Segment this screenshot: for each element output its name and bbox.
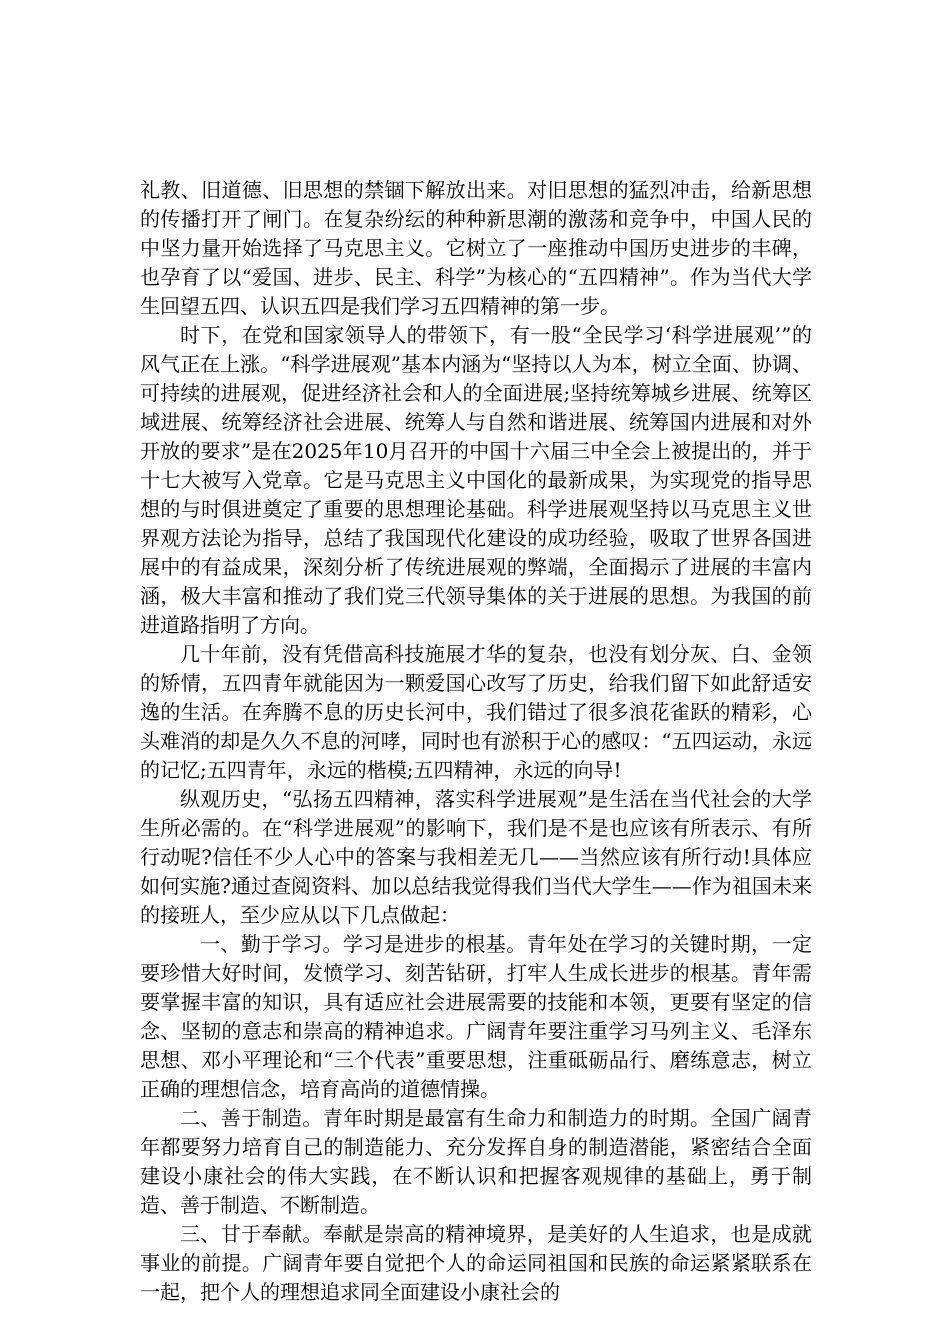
paragraph-point-study: 一、勤于学习。学习是进步的根基。青年处在学习的关键时期，一定要珍惜大好时间，发愤学习、刻苦钻研，打牢人生成长进步的根基。青年需要掌握丰富的知识，具有适应社会进展需要的技能和本领，更要有坚定的信念、坚韧的意志和崇高的精神追求。广阔青年要注重学习马列主义、毛泽东思想、邓小平理论和“三个代表”重要思想，注重砥砺品行、磨练意志，树立正确的理想信念，培育高尚的道德情操。 <box>140 932 812 1101</box>
paragraph-point-create: 二、善于制造。青年时期是最富有生命力和制造力的时期。全国广阔青年都要努力培育自己的制造能力、充分发挥自身的制造潜能，紧密结合全面建设小康社会的伟大实践，在不断认识和把握客观规律的基础上，勇于制造、善于制造、不断制造。 <box>140 1106 812 1217</box>
paragraph-point-dedicate: 三、甘于奉献。奉献是崇高的精神境界，是美好的人生追求，也是成就事业的前提。广阔青年要自觉把个人的命运同祖国和民族的命运紧紧联系在一起，把个人的理想追求同全面建设小康社会的 <box>140 1222 812 1304</box>
paragraph-review-history: 纵观历史，“弘扬五四精神，落实科学进展观”是生活在当代社会的大学生所必需的。在“科学进展观”的影响下，我们是不是也应该有所表示、有所行动呢?信任不少人心中的答案与我相差无几——当然应该有所行动!具体应如何实施?通过查阅资料、加以总结我觉得我们当代大学生——作为祖国未来的接班人，至少应从以下几点做起： <box>140 787 812 927</box>
paragraph-scientific-development: 时下，在党和国家领导人的带领下，有一股“全民学习‘科学进展观’”的风气正在上涨。“科学进展观”基本内涵为“坚持以人为本，树立全面、协调、可持续的进展观，促进经济社会和人的全面进展;坚持统筹城乡进展、统筹区域进展、统筹经济社会进展、统筹人与自然和谐进展、统筹国内进展和对外开放的要求”是在2025年10月召开的中国十六届三中全会上被提出的，并于十七大被写入党章。它是马克思主义中国化的最新成果，为实现党的指导思想的与时俱进奠定了重要的思想理论基础。科学进展观坚持以马克思主义世界观方法论为指导，总结了我国现代化建设的成功经验，吸取了世界各国进展中的有益成果，深刻分析了传统进展观的弊端，全面揭示了进展的丰富内涵，极大丰富和推动了我们党三代领导集体的关于进展的思想。为我国的前进道路指明了方向。 <box>140 323 812 637</box>
document-page <box>140 176 812 1307</box>
paragraph-intro-continued: 礼教、旧道德、旧思想的禁锢下解放出来。对旧思想的猛烈冲击，给新思想的传播打开了闸门。在复杂纷纭的种种新思潮的激荡和竞争中，中国人民的中坚力量开始选择了马克思主义。它树立了一座推动中国历史进步的丰碑，也孕育了以“爱国、进步、民主、科学”为核心的“五四精神”。作为当代大学生回望五四、认识五四是我们学习五四精神的第一步。 <box>140 178 812 318</box>
paragraph-may-fourth-youth: 几十年前，没有凭借高科技施展才华的复杂，也没有划分灰、白、金领的矫情，五四青年就能因为一颗爱国心改写了历史，给我们留下如此舒适安逸的生活。在奔腾不息的历史长河中，我们错过了很多浪花雀跃的精彩，心头难消的却是久久不息的河哮，同时也有淤积于心的感叹：“五四运动，永远的记忆;五四青年，永远的楷模;五四精神，永远的向导! <box>140 642 812 782</box>
